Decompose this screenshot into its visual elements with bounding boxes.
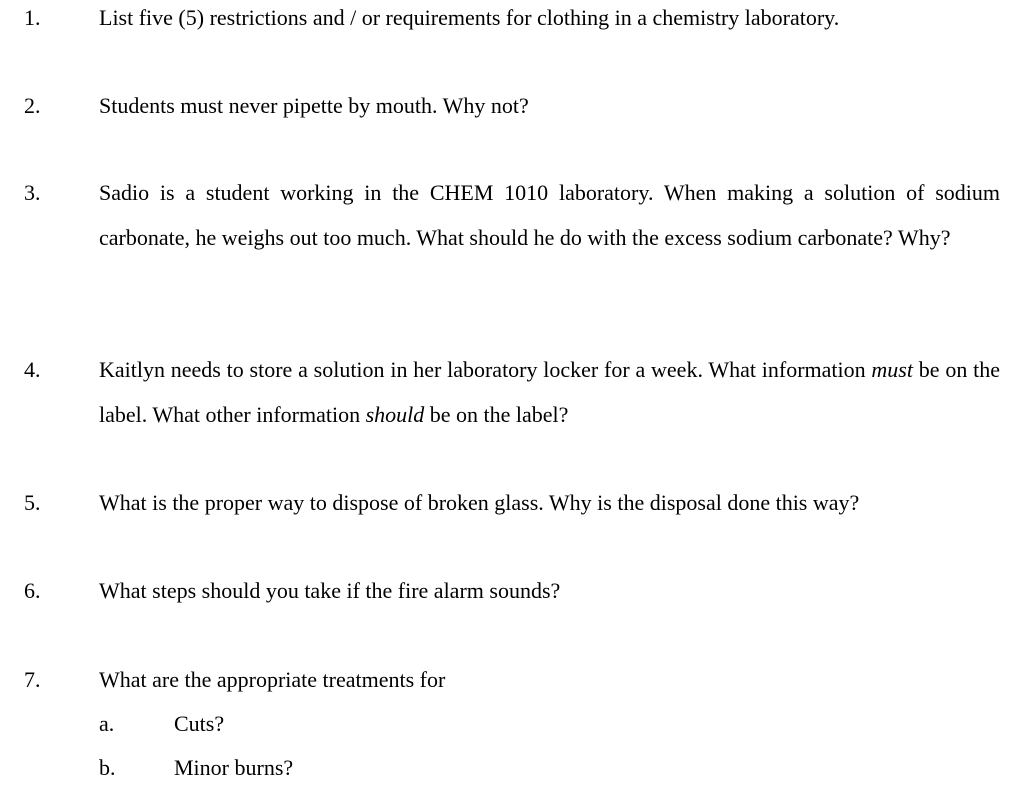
question-text: What is the proper way to dispose of broken glass. Why is the disposal done this way?	[99, 490, 860, 515]
question-number: 4.	[24, 357, 41, 382]
emphasis-should: should	[365, 401, 425, 427]
question-text-part: be on the label. What other information	[99, 357, 1000, 427]
question-number: 6.	[24, 578, 41, 603]
emphasis-must: must	[871, 357, 913, 382]
question-number: 3.	[24, 180, 41, 205]
question-number: 1.	[24, 5, 41, 30]
question-text-part: Kaitlyn needs to store a solution in her laboratory locker for a week. What information	[99, 357, 872, 382]
question-text: Students must never pipette by mouth. Why not?	[99, 93, 529, 118]
question-text	[99, 348, 1000, 437]
question-text: What are the appropriate treatments for	[99, 667, 446, 692]
question-number: 7.	[24, 667, 41, 692]
question-text-part: be on the label?	[424, 401, 569, 427]
question-text: What steps should you take if the fire alarm sounds?	[99, 578, 561, 603]
question-text: List five (5) restrictions and / or requirements for clothing in a chemistry laboratory.	[99, 5, 840, 30]
subitem-text: Minor burns?	[174, 755, 294, 780]
subitem-text: Cuts?	[174, 711, 225, 736]
question-number: 2.	[24, 93, 41, 118]
subitem-letter: a.	[99, 711, 115, 736]
question-number: 5.	[24, 490, 41, 515]
subitem-letter: b.	[99, 755, 116, 780]
question-text: Sadio is a student working in the CHEM 1010 laboratory. When making a solution of sodium carbonate, he weighs out too much. What should he do with the excess sodium carbonate? Why?	[99, 180, 1000, 250]
